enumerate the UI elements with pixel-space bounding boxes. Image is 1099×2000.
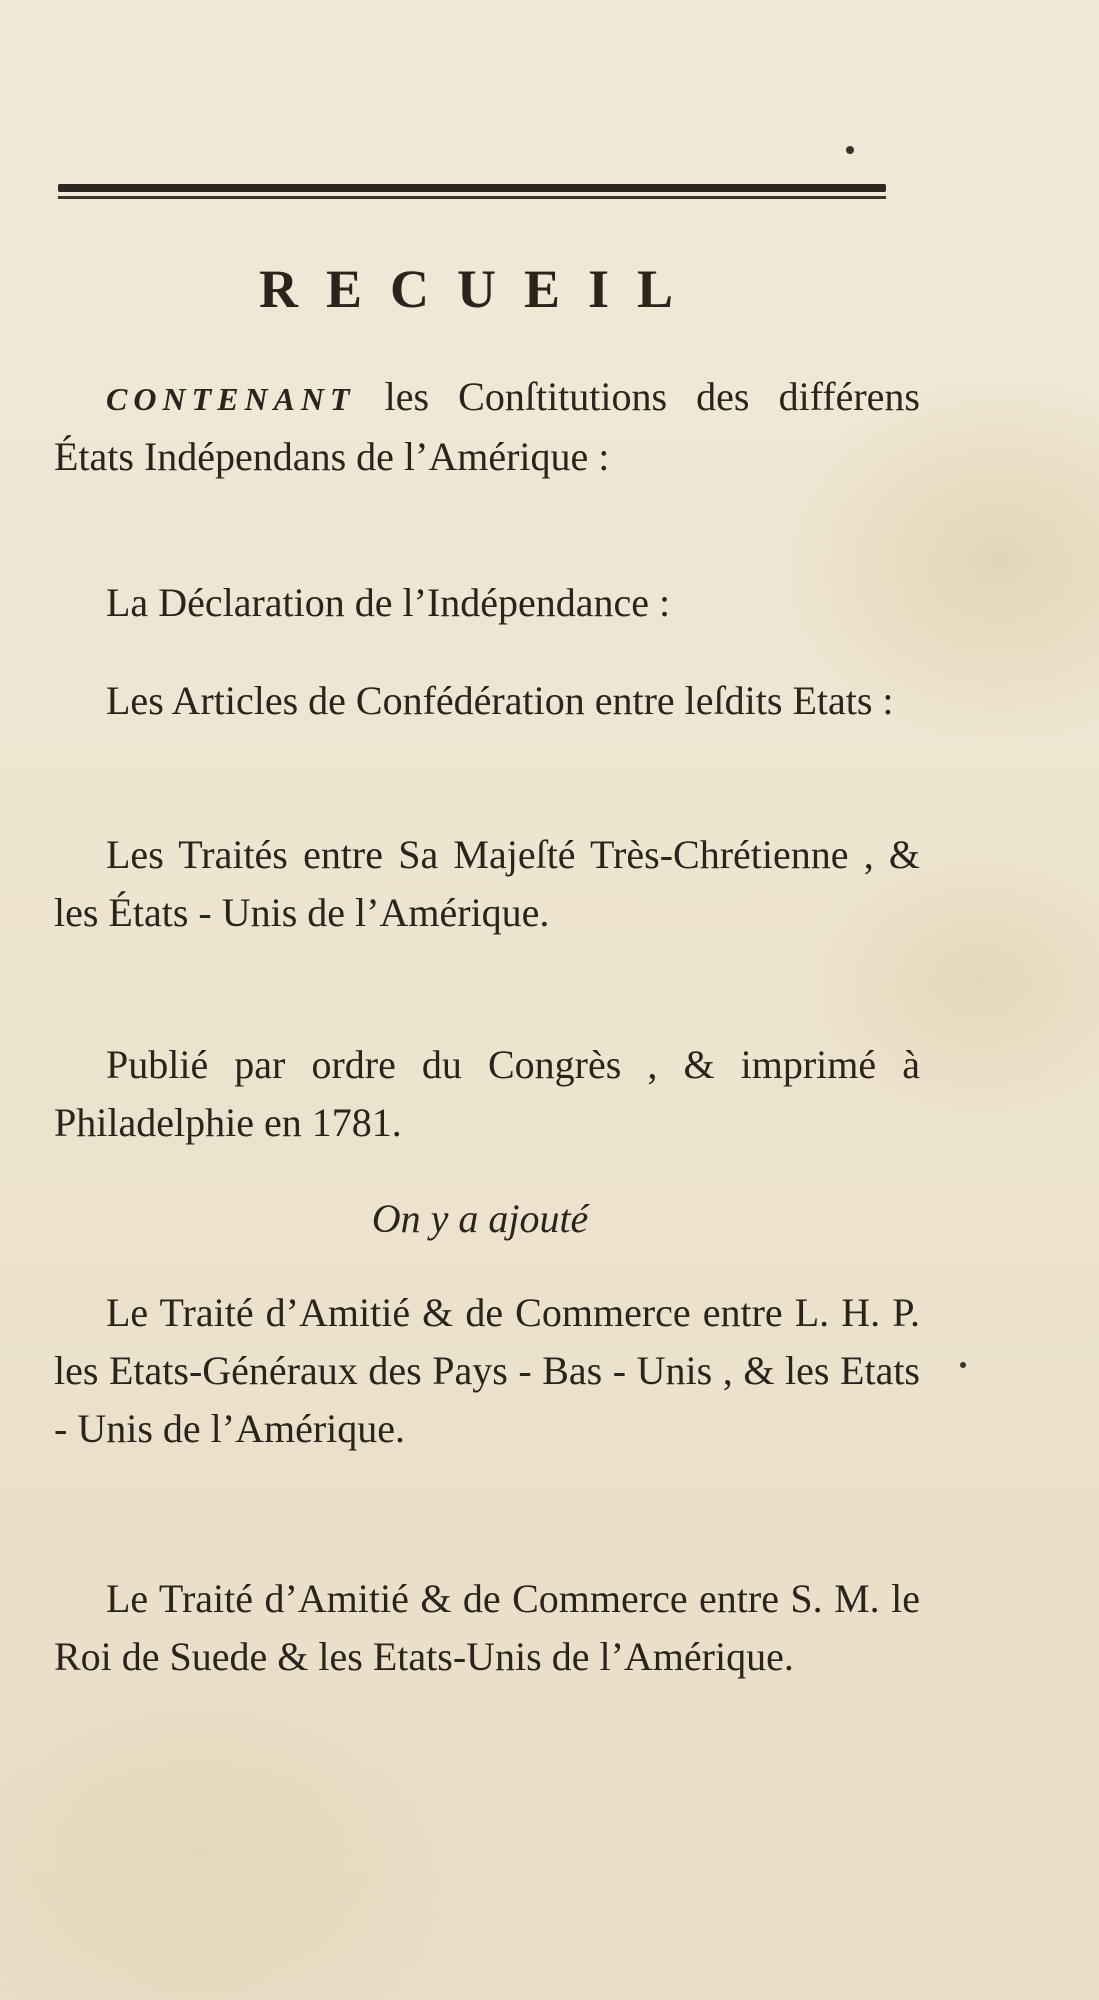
traite-suede-text: Le Traité d’Amitié & de Commerce entre S. M. le Roi de Suede & les Etats-Unis de l’Amérique. (54, 1576, 920, 1679)
paragraph-declaration (54, 574, 920, 632)
double-rule-ornament (58, 184, 886, 202)
paragraph-traites (54, 826, 920, 942)
thick-rule (58, 184, 886, 192)
paragraph-traite-suede (54, 1570, 920, 1686)
contenant-lead: CONTENANT (106, 381, 356, 417)
ink-speck (960, 1362, 966, 1368)
paragraph-articles (54, 672, 920, 730)
publie-text: Publié par ordre du Congrès , & imprimé à Philadelphie en 1781. (54, 1042, 920, 1145)
articles-text: Les Articles de Confédération entre leſdits Etats : (106, 678, 894, 723)
declaration-text: La Déclaration de l’Indépendance : (106, 580, 671, 625)
paragraph-traite-pays-bas (54, 1284, 920, 1458)
paragraph-contenant (54, 368, 920, 486)
contenant-text: les Conſtitutions des différens États Indépendans de l’Amérique : (54, 374, 920, 479)
ajoute-heading: On y a ajouté (371, 1196, 589, 1241)
thin-rule (58, 196, 886, 199)
traites-text: Les Traités entre Sa Majeſté Très-Chrétienne , & les États - Unis de l’Amérique. (54, 832, 920, 935)
paragraph-publie (54, 1036, 920, 1152)
ink-speck (846, 146, 854, 154)
traite-pays-bas-text: Le Traité d’Amitié & de Commerce entre L. H. P. les Etats-Généraux des Pays - Bas - Unis , & les Etats - Unis de l’Amérique. (54, 1290, 920, 1451)
page-title: RECUEIL (258, 259, 702, 319)
